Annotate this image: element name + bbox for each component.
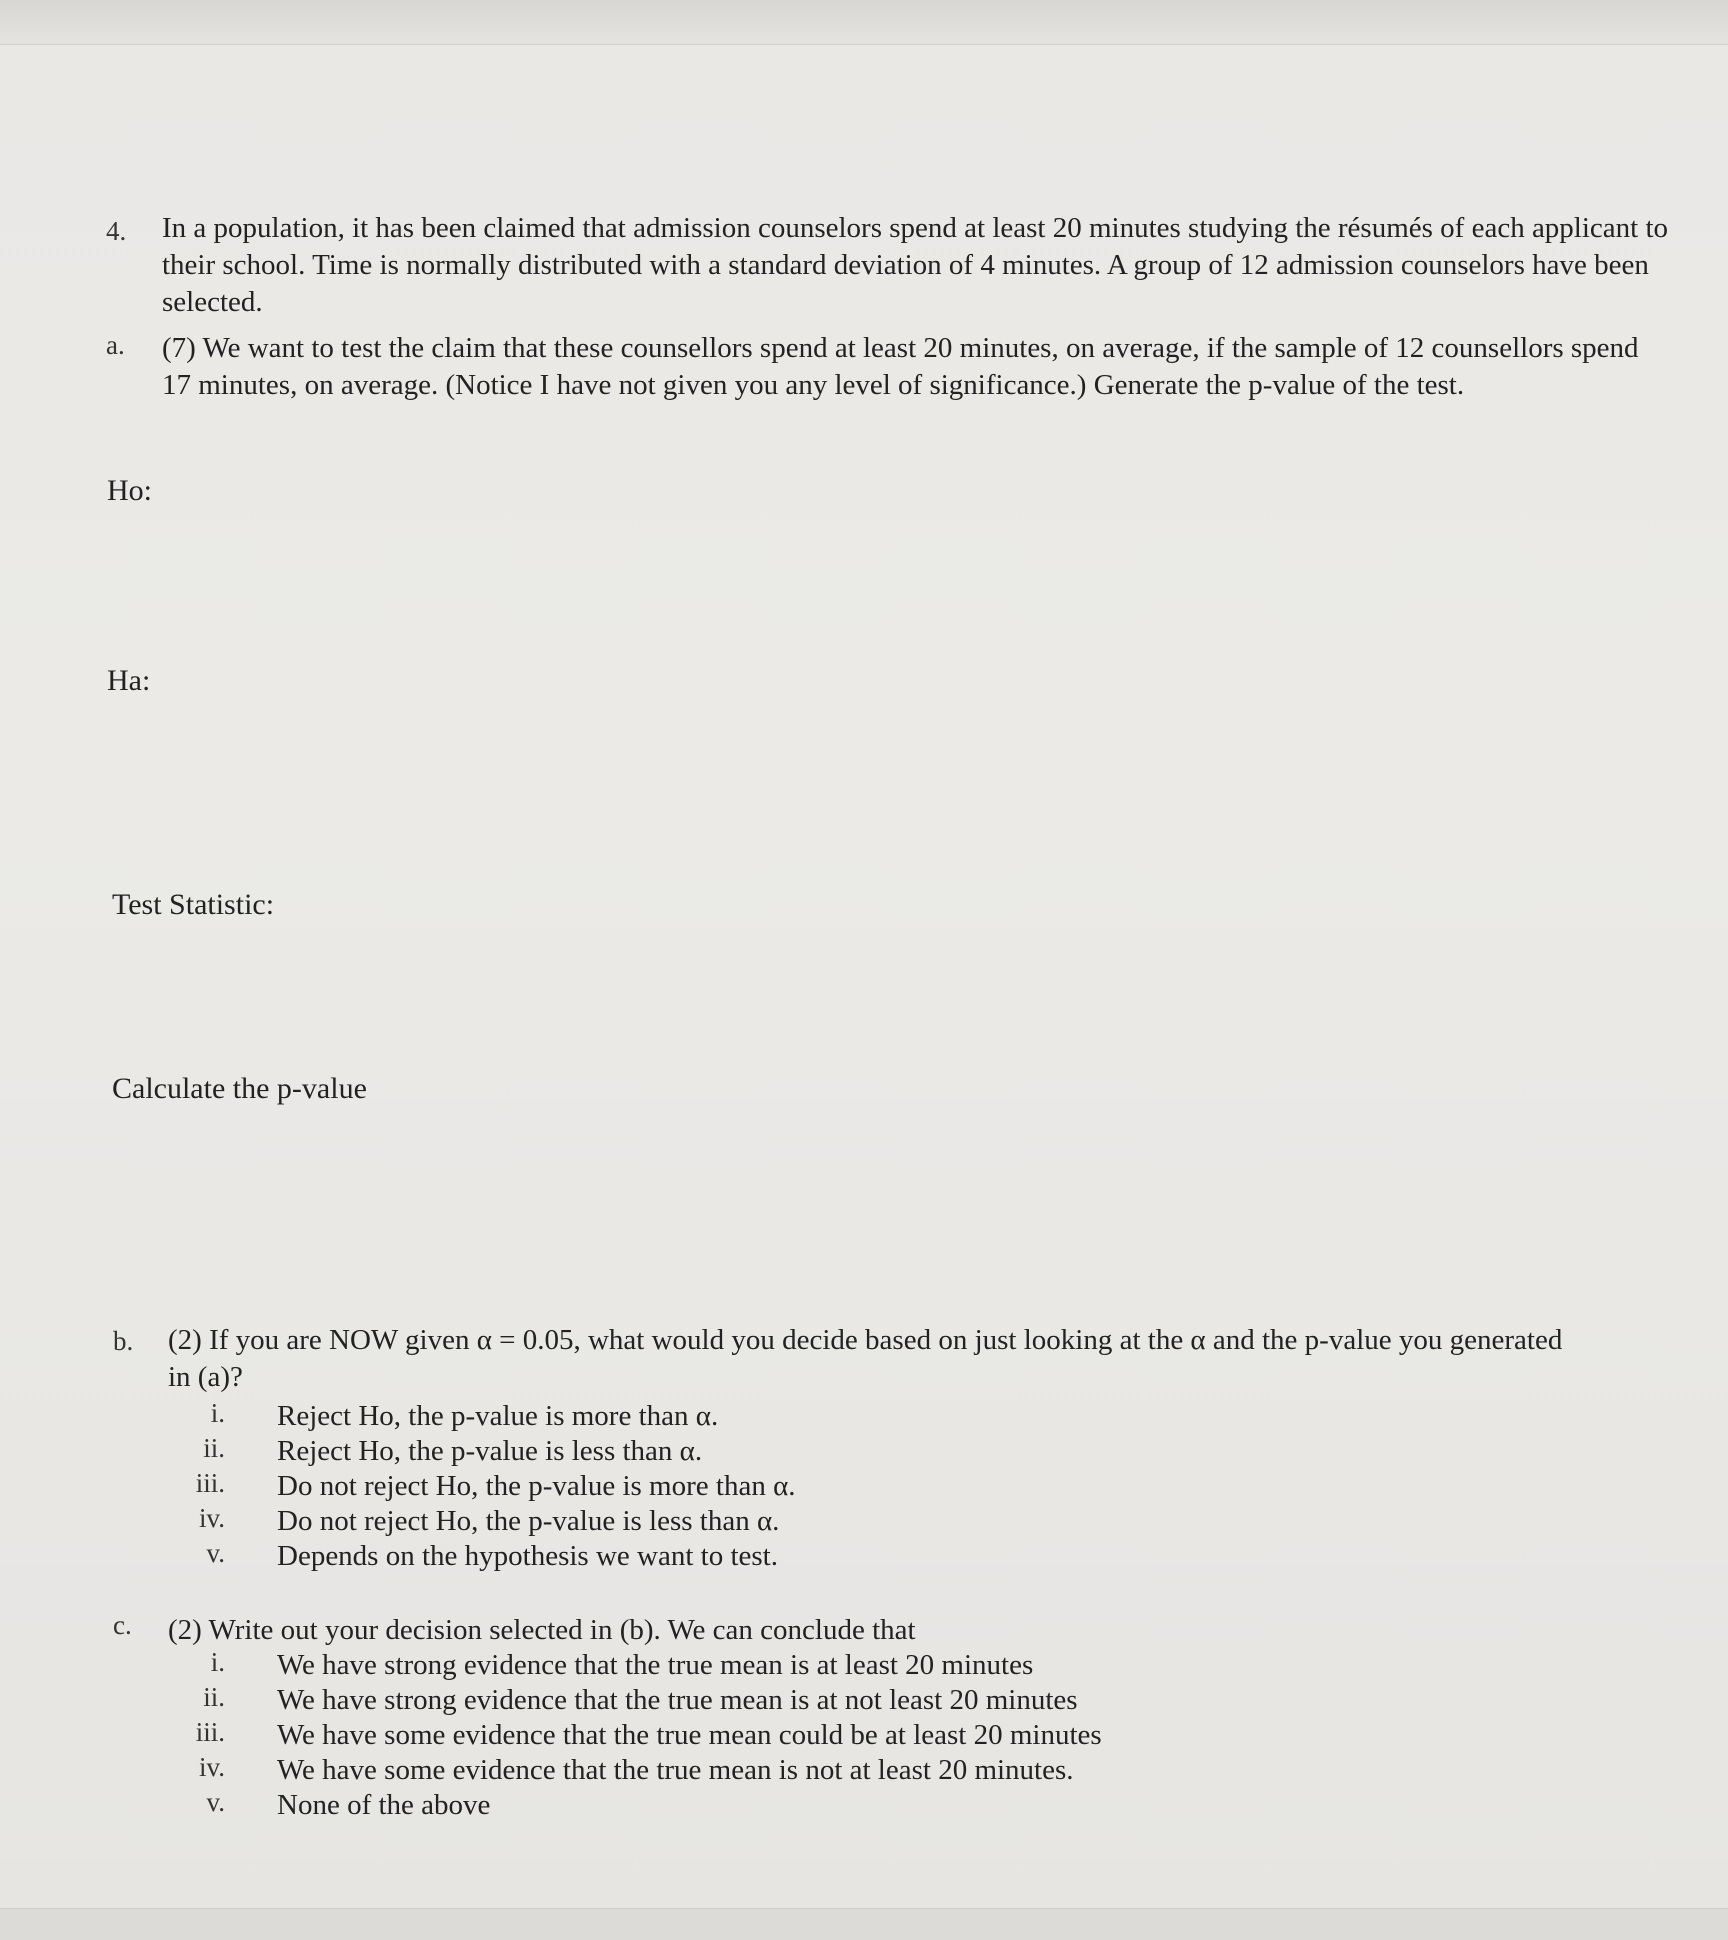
part-c-text: (2) Write out your decision selected in (b). We can conclude that bbox=[168, 1614, 916, 1646]
ho-label: Ho: bbox=[107, 474, 152, 507]
option-text: We have strong evidence that the true mean is at least 20 minutes bbox=[277, 1649, 1034, 1681]
option-text: We have strong evidence that the true mean is at not least 20 minutes bbox=[277, 1684, 1078, 1716]
option-number: i. bbox=[210, 1398, 225, 1428]
top-edge bbox=[0, 0, 1728, 45]
bottom-edge bbox=[0, 1908, 1728, 1940]
option-number: ii. bbox=[203, 1682, 225, 1712]
option-number: i. bbox=[210, 1647, 225, 1677]
option-text: None of the above bbox=[277, 1789, 491, 1821]
option-text: We have some evidence that the true mean could be at least 20 minutes bbox=[277, 1719, 1102, 1751]
option-number: v. bbox=[206, 1787, 225, 1817]
test-statistic-label: Test Statistic: bbox=[112, 888, 275, 921]
question-number: 4. bbox=[106, 216, 127, 246]
option-text: Reject Ho, the p-value is less than α. bbox=[277, 1435, 703, 1467]
part-b-text: (2) If you are NOW given α = 0.05, what would you decide based on just looking at the α and the p-value you generated in (a)? bbox=[168, 1324, 1563, 1393]
part-c-letter: c. bbox=[113, 1610, 132, 1640]
option-number: v. bbox=[206, 1538, 225, 1568]
pvalue-label: Calculate the p-value bbox=[112, 1072, 367, 1105]
part-b-letter: b. bbox=[113, 1326, 134, 1356]
option-text: Depends on the hypothesis we want to test. bbox=[277, 1540, 778, 1572]
option-text: Do not reject Ho, the p-value is less than α. bbox=[277, 1505, 780, 1537]
option-number: ii. bbox=[203, 1433, 225, 1463]
part-a-text: (7) We want to test the claim that these counsellors spend at least 20 minutes, on average, if the sample of 12 counsellors spend 17 minutes, on average. (Notice I have not given you any level of significance.) Generate the p-value of the test. bbox=[162, 332, 1639, 401]
option-text: Do not reject Ho, the p-value is more than α. bbox=[277, 1470, 796, 1502]
option-number: iii. bbox=[195, 1717, 225, 1747]
option-number: iv. bbox=[199, 1503, 225, 1533]
option-number: iv. bbox=[199, 1752, 225, 1782]
question-text: In a population, it has been claimed that admission counselors spend at least 20 minutes studying the résumés of each applicant to their school. Time is normally distributed with a standard deviation of 4 minutes. A group of 12 admission counselors have been selected. bbox=[162, 212, 1669, 318]
part-a-letter: a. bbox=[106, 330, 125, 360]
ha-label: Ha: bbox=[107, 664, 151, 697]
option-text: Reject Ho, the p-value is more than α. bbox=[277, 1400, 719, 1432]
option-number: iii. bbox=[195, 1468, 225, 1498]
option-text: We have some evidence that the true mean is not at least 20 minutes. bbox=[277, 1754, 1074, 1786]
